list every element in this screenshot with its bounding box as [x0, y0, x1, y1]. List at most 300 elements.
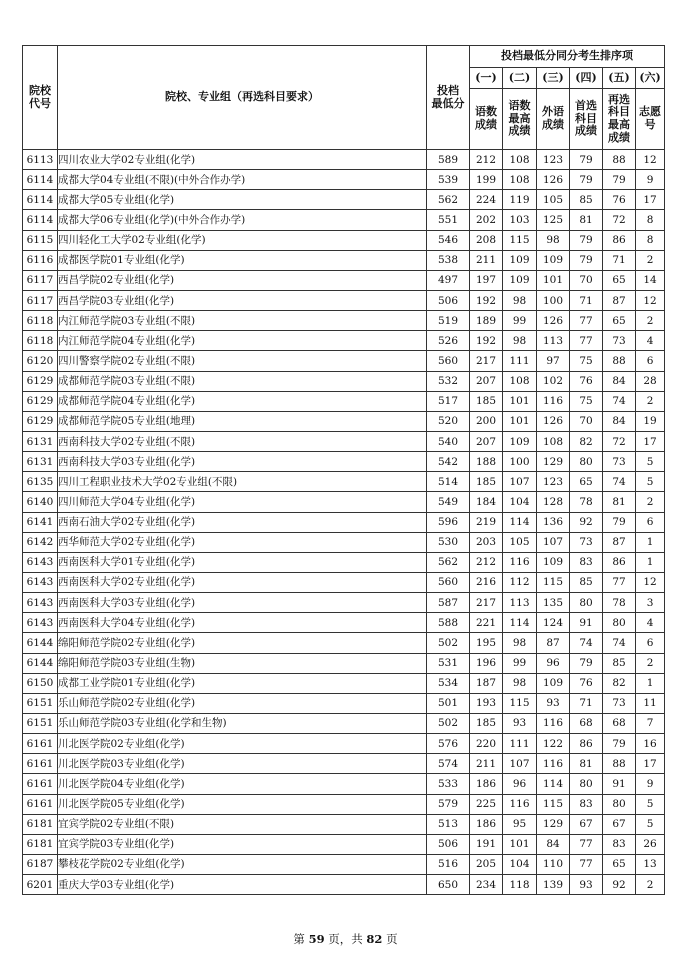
cell-code: 6141 — [23, 512, 58, 532]
cell-min-score: 533 — [427, 774, 470, 794]
cell-first-subject: 76 — [570, 371, 603, 391]
cell-chinese-math: 211 — [470, 250, 503, 270]
cell-preference-no: 17 — [636, 754, 665, 774]
cell-min-score: 546 — [427, 230, 470, 250]
cell-foreign-lang: 135 — [537, 593, 570, 613]
cell-second-subject-max: 84 — [603, 371, 636, 391]
cell-first-subject: 77 — [570, 854, 603, 874]
table-row — [23, 250, 665, 270]
cell-chinese-math: 224 — [470, 190, 503, 210]
cell-chinese-math-max: 116 — [503, 794, 537, 814]
cell-second-subject-max: 76 — [603, 190, 636, 210]
table-row — [23, 834, 665, 854]
cell-first-subject: 71 — [570, 290, 603, 310]
cell-foreign-lang: 98 — [537, 230, 570, 250]
cell-chinese-math: 197 — [470, 270, 503, 290]
table-row — [23, 613, 665, 633]
cell-code: 6114 — [23, 170, 58, 190]
cell-code: 6117 — [23, 270, 58, 290]
cell-foreign-lang: 116 — [537, 713, 570, 733]
cell-chinese-math-max: 113 — [503, 593, 537, 613]
cell-first-subject: 77 — [570, 331, 603, 351]
cell-first-subject: 75 — [570, 351, 603, 371]
cell-first-subject: 85 — [570, 572, 603, 592]
cell-chinese-math-max: 98 — [503, 633, 537, 653]
cell-preference-no: 1 — [636, 532, 665, 552]
cell-code: 6144 — [23, 653, 58, 673]
cell-min-score: 551 — [427, 210, 470, 230]
cell-second-subject-max: 82 — [603, 673, 636, 693]
cell-code: 6161 — [23, 774, 58, 794]
cell-first-subject: 65 — [570, 472, 603, 492]
cell-first-subject: 85 — [570, 190, 603, 210]
cell-second-subject-max: 74 — [603, 472, 636, 492]
cell-preference-no: 5 — [636, 794, 665, 814]
table-row — [23, 713, 665, 733]
cell-code: 6181 — [23, 834, 58, 854]
cell-first-subject: 80 — [570, 452, 603, 472]
cell-code: 6135 — [23, 472, 58, 492]
table-row — [23, 190, 665, 210]
cell-preference-no: 5 — [636, 452, 665, 472]
cell-second-subject-max: 79 — [603, 170, 636, 190]
cell-chinese-math-max: 109 — [503, 431, 537, 451]
cell-min-score: 574 — [427, 754, 470, 774]
col-header-min-score: 投档 最低分 — [427, 46, 470, 150]
cell-chinese-math-max: 114 — [503, 512, 537, 532]
cell-second-subject-max: 83 — [603, 834, 636, 854]
cell-chinese-math-max: 96 — [503, 774, 537, 794]
cell-name: 四川警察学院02专业组(不限) — [58, 351, 427, 371]
cell-code: 6114 — [23, 190, 58, 210]
cell-preference-no: 6 — [636, 351, 665, 371]
cell-min-score: 532 — [427, 371, 470, 391]
cell-chinese-math-max: 107 — [503, 754, 537, 774]
sub-index-6: (六) — [636, 68, 665, 89]
table-row — [23, 311, 665, 331]
table-body — [23, 150, 665, 895]
cell-chinese-math: 192 — [470, 290, 503, 310]
cell-second-subject-max: 88 — [603, 150, 636, 170]
table-row — [23, 814, 665, 834]
cell-name: 西南医科大学04专业组(化学) — [58, 613, 427, 633]
cell-chinese-math-max: 118 — [503, 875, 537, 895]
page-footer: 第 59 页，共 82 页 — [293, 932, 398, 946]
cell-code: 6120 — [23, 351, 58, 371]
cell-min-score: 526 — [427, 331, 470, 351]
cell-foreign-lang: 108 — [537, 431, 570, 451]
cell-min-score: 650 — [427, 875, 470, 895]
cell-foreign-lang: 123 — [537, 150, 570, 170]
cell-name: 乐山师范学院02专业组(化学) — [58, 693, 427, 713]
cell-chinese-math: 193 — [470, 693, 503, 713]
cell-min-score: 516 — [427, 854, 470, 874]
cell-chinese-math: 208 — [470, 230, 503, 250]
cell-second-subject-max: 77 — [603, 572, 636, 592]
cell-chinese-math: 185 — [470, 472, 503, 492]
cell-chinese-math-max: 107 — [503, 472, 537, 492]
cell-code: 6143 — [23, 572, 58, 592]
cell-chinese-math-max: 98 — [503, 673, 537, 693]
cell-first-subject: 77 — [570, 834, 603, 854]
cell-second-subject-max: 91 — [603, 774, 636, 794]
cell-code: 6117 — [23, 290, 58, 310]
cell-first-subject: 86 — [570, 734, 603, 754]
cell-name: 成都大学06专业组(化学)(中外合作办学) — [58, 210, 427, 230]
cell-foreign-lang: 128 — [537, 492, 570, 512]
cell-code: 6131 — [23, 452, 58, 472]
table-row — [23, 150, 665, 170]
cell-foreign-lang: 126 — [537, 411, 570, 431]
cell-name: 绵阳师范学院02专业组(化学) — [58, 633, 427, 653]
cell-min-score: 560 — [427, 572, 470, 592]
cell-name: 西南科技大学02专业组(不限) — [58, 431, 427, 451]
cell-preference-no: 2 — [636, 311, 665, 331]
cell-preference-no: 2 — [636, 653, 665, 673]
cell-preference-no: 1 — [636, 673, 665, 693]
table-row — [23, 633, 665, 653]
table-row — [23, 431, 665, 451]
cell-chinese-math-max: 104 — [503, 492, 537, 512]
cell-name: 西南科技大学03专业组(化学) — [58, 452, 427, 472]
cell-first-subject: 74 — [570, 633, 603, 653]
cell-name: 川北医学院02专业组(化学) — [58, 734, 427, 754]
table-row — [23, 653, 665, 673]
sub-label-1: 语数 成绩 — [470, 89, 503, 150]
cell-second-subject-max: 79 — [603, 512, 636, 532]
cell-code: 6129 — [23, 371, 58, 391]
cell-chinese-math: 186 — [470, 814, 503, 834]
cell-preference-no: 12 — [636, 290, 665, 310]
cell-chinese-math: 217 — [470, 351, 503, 371]
cell-first-subject: 81 — [570, 210, 603, 230]
sub-index-2: (二) — [503, 68, 537, 89]
cell-min-score: 562 — [427, 552, 470, 572]
cell-chinese-math-max: 101 — [503, 834, 537, 854]
cell-foreign-lang: 109 — [537, 673, 570, 693]
cell-preference-no: 16 — [636, 734, 665, 754]
cell-name: 西南医科大学02专业组(化学) — [58, 572, 427, 592]
cell-min-score: 588 — [427, 613, 470, 633]
cell-min-score: 513 — [427, 814, 470, 834]
cell-name: 川北医学院04专业组(化学) — [58, 774, 427, 794]
cell-foreign-lang: 110 — [537, 854, 570, 874]
table-row — [23, 411, 665, 431]
cell-second-subject-max: 80 — [603, 794, 636, 814]
table-row — [23, 472, 665, 492]
cell-name: 成都师范学院05专业组(地理) — [58, 411, 427, 431]
cell-min-score: 589 — [427, 150, 470, 170]
cell-code: 6129 — [23, 411, 58, 431]
col-header-code: 院校 代号 — [23, 46, 58, 150]
cell-code: 6143 — [23, 552, 58, 572]
cell-chinese-math-max: 98 — [503, 290, 537, 310]
cell-name: 四川工程职业技术大学02专业组(不限) — [58, 472, 427, 492]
cell-foreign-lang: 102 — [537, 371, 570, 391]
cell-preference-no: 12 — [636, 150, 665, 170]
cell-min-score: 576 — [427, 734, 470, 754]
cell-preference-no: 9 — [636, 774, 665, 794]
cell-chinese-math-max: 104 — [503, 854, 537, 874]
cell-first-subject: 77 — [570, 311, 603, 331]
cell-min-score: 502 — [427, 633, 470, 653]
cell-second-subject-max: 88 — [603, 351, 636, 371]
cell-chinese-math-max: 109 — [503, 270, 537, 290]
cell-foreign-lang: 123 — [537, 472, 570, 492]
admission-score-table — [22, 45, 665, 895]
cell-name: 内江师范学院04专业组(化学) — [58, 331, 427, 351]
cell-min-score: 549 — [427, 492, 470, 512]
cell-min-score: 506 — [427, 834, 470, 854]
cell-name: 四川农业大学02专业组(化学) — [58, 150, 427, 170]
cell-preference-no: 7 — [636, 713, 665, 733]
cell-first-subject: 79 — [570, 170, 603, 190]
cell-first-subject: 71 — [570, 693, 603, 713]
cell-chinese-math: 220 — [470, 734, 503, 754]
cell-foreign-lang: 129 — [537, 452, 570, 472]
cell-foreign-lang: 116 — [537, 754, 570, 774]
col-header-name: 院校、专业组（再选科目要求） — [58, 46, 427, 150]
table-row — [23, 673, 665, 693]
cell-chinese-math: 216 — [470, 572, 503, 592]
cell-first-subject: 79 — [570, 230, 603, 250]
cell-preference-no: 6 — [636, 633, 665, 653]
cell-chinese-math-max: 108 — [503, 150, 537, 170]
cell-first-subject: 78 — [570, 492, 603, 512]
cell-second-subject-max: 85 — [603, 653, 636, 673]
cell-chinese-math: 225 — [470, 794, 503, 814]
cell-chinese-math-max: 111 — [503, 734, 537, 754]
cell-min-score: 514 — [427, 472, 470, 492]
cell-foreign-lang: 84 — [537, 834, 570, 854]
cell-chinese-math-max: 108 — [503, 170, 537, 190]
cell-foreign-lang: 93 — [537, 693, 570, 713]
cell-foreign-lang: 109 — [537, 552, 570, 572]
cell-second-subject-max: 65 — [603, 270, 636, 290]
cell-second-subject-max: 65 — [603, 311, 636, 331]
cell-chinese-math: 203 — [470, 532, 503, 552]
cell-foreign-lang: 109 — [537, 250, 570, 270]
cell-first-subject: 73 — [570, 532, 603, 552]
cell-chinese-math-max: 115 — [503, 230, 537, 250]
cell-preference-no: 13 — [636, 854, 665, 874]
cell-min-score: 562 — [427, 190, 470, 210]
cell-preference-no: 2 — [636, 875, 665, 895]
table-row — [23, 693, 665, 713]
cell-name: 成都师范学院04专业组(化学) — [58, 391, 427, 411]
cell-chinese-math: 196 — [470, 653, 503, 673]
sub-label-5: 再选 科目 最高 成绩 — [603, 89, 636, 150]
cell-first-subject: 79 — [570, 150, 603, 170]
cell-name: 重庆大学03专业组(化学) — [58, 875, 427, 895]
cell-preference-no: 17 — [636, 431, 665, 451]
cell-chinese-math: 191 — [470, 834, 503, 854]
cell-chinese-math-max: 98 — [503, 331, 537, 351]
cell-chinese-math-max: 114 — [503, 613, 537, 633]
cell-name: 西昌学院02专业组(化学) — [58, 270, 427, 290]
cell-chinese-math-max: 100 — [503, 452, 537, 472]
cell-first-subject: 93 — [570, 875, 603, 895]
cell-second-subject-max: 84 — [603, 411, 636, 431]
cell-chinese-math-max: 99 — [503, 311, 537, 331]
cell-first-subject: 75 — [570, 391, 603, 411]
cell-foreign-lang: 87 — [537, 633, 570, 653]
cell-foreign-lang: 129 — [537, 814, 570, 834]
cell-name: 内江师范学院03专业组(不限) — [58, 311, 427, 331]
sub-index-1: (一) — [470, 68, 503, 89]
cell-chinese-math: 217 — [470, 593, 503, 613]
cell-first-subject: 68 — [570, 713, 603, 733]
sub-label-2: 语数 最高 成绩 — [503, 89, 537, 150]
cell-chinese-math: 207 — [470, 371, 503, 391]
table-row — [23, 351, 665, 371]
cell-foreign-lang: 97 — [537, 351, 570, 371]
cell-name: 攀枝花学院02专业组(化学) — [58, 854, 427, 874]
cell-min-score: 519 — [427, 311, 470, 331]
cell-name: 成都工业学院01专业组(化学) — [58, 673, 427, 693]
cell-name: 川北医学院03专业组(化学) — [58, 754, 427, 774]
cell-chinese-math: 212 — [470, 552, 503, 572]
cell-min-score: 502 — [427, 713, 470, 733]
cell-preference-no: 12 — [636, 572, 665, 592]
table-row — [23, 170, 665, 190]
cell-preference-no: 2 — [636, 250, 665, 270]
cell-preference-no: 3 — [636, 593, 665, 613]
cell-chinese-math: 211 — [470, 754, 503, 774]
cell-second-subject-max: 79 — [603, 734, 636, 754]
cell-chinese-math: 202 — [470, 210, 503, 230]
cell-code: 6113 — [23, 150, 58, 170]
cell-code: 6118 — [23, 331, 58, 351]
table-row — [23, 875, 665, 895]
cell-second-subject-max: 74 — [603, 391, 636, 411]
cell-first-subject: 70 — [570, 411, 603, 431]
cell-foreign-lang: 114 — [537, 774, 570, 794]
cell-chinese-math-max: 105 — [503, 532, 537, 552]
current-page: 59 — [308, 932, 325, 946]
cell-code: 6116 — [23, 250, 58, 270]
cell-code: 6118 — [23, 311, 58, 331]
cell-second-subject-max: 88 — [603, 754, 636, 774]
cell-name: 宜宾学院02专业组(不限) — [58, 814, 427, 834]
cell-name: 乐山师范学院03专业组(化学和生物) — [58, 713, 427, 733]
cell-name: 四川师范大学04专业组(化学) — [58, 492, 427, 512]
table-row — [23, 290, 665, 310]
cell-preference-no: 19 — [636, 411, 665, 431]
cell-first-subject: 83 — [570, 794, 603, 814]
cell-code: 6143 — [23, 593, 58, 613]
cell-second-subject-max: 86 — [603, 230, 636, 250]
cell-second-subject-max: 67 — [603, 814, 636, 834]
cell-min-score: 497 — [427, 270, 470, 290]
table-row — [23, 371, 665, 391]
cell-code: 6187 — [23, 854, 58, 874]
cell-chinese-math: 205 — [470, 854, 503, 874]
cell-min-score: 579 — [427, 794, 470, 814]
cell-min-score: 540 — [427, 431, 470, 451]
cell-foreign-lang: 115 — [537, 572, 570, 592]
cell-code: 6201 — [23, 875, 58, 895]
cell-second-subject-max: 72 — [603, 210, 636, 230]
cell-chinese-math-max: 99 — [503, 653, 537, 673]
cell-preference-no: 28 — [636, 371, 665, 391]
cell-code: 6150 — [23, 673, 58, 693]
cell-foreign-lang: 100 — [537, 290, 570, 310]
cell-min-score: 542 — [427, 452, 470, 472]
table-row — [23, 452, 665, 472]
cell-chinese-math: 221 — [470, 613, 503, 633]
cell-name: 西华师范大学02专业组(化学) — [58, 532, 427, 552]
sub-index-3: (三) — [537, 68, 570, 89]
cell-second-subject-max: 65 — [603, 854, 636, 874]
cell-name: 西南医科大学01专业组(化学) — [58, 552, 427, 572]
cell-name: 西南石油大学02专业组(化学) — [58, 512, 427, 532]
cell-chinese-math: 195 — [470, 633, 503, 653]
cell-chinese-math: 207 — [470, 431, 503, 451]
cell-code: 6161 — [23, 754, 58, 774]
cell-foreign-lang: 126 — [537, 311, 570, 331]
cell-preference-no: 2 — [636, 391, 665, 411]
cell-name: 成都师范学院03专业组(不限) — [58, 371, 427, 391]
cell-chinese-math: 200 — [470, 411, 503, 431]
cell-min-score: 534 — [427, 673, 470, 693]
cell-preference-no: 26 — [636, 834, 665, 854]
cell-foreign-lang: 116 — [537, 391, 570, 411]
cell-preference-no: 11 — [636, 693, 665, 713]
cell-chinese-math-max: 93 — [503, 713, 537, 733]
cell-first-subject: 70 — [570, 270, 603, 290]
cell-foreign-lang: 139 — [537, 875, 570, 895]
cell-second-subject-max: 87 — [603, 532, 636, 552]
cell-foreign-lang: 105 — [537, 190, 570, 210]
cell-foreign-lang: 122 — [537, 734, 570, 754]
cell-chinese-math-max: 111 — [503, 351, 537, 371]
cell-name: 成都大学04专业组(不限)(中外合作办学) — [58, 170, 427, 190]
cell-code: 6129 — [23, 391, 58, 411]
table-row — [23, 230, 665, 250]
cell-chinese-math: 234 — [470, 875, 503, 895]
table-row — [23, 331, 665, 351]
cell-chinese-math-max: 116 — [503, 552, 537, 572]
cell-first-subject: 76 — [570, 673, 603, 693]
table-row — [23, 572, 665, 592]
table-row — [23, 532, 665, 552]
cell-min-score: 506 — [427, 290, 470, 310]
cell-first-subject: 82 — [570, 431, 603, 451]
cell-preference-no: 17 — [636, 190, 665, 210]
cell-chinese-math: 192 — [470, 331, 503, 351]
table-row — [23, 210, 665, 230]
cell-chinese-math-max: 95 — [503, 814, 537, 834]
cell-chinese-math-max: 115 — [503, 693, 537, 713]
cell-chinese-math: 219 — [470, 512, 503, 532]
cell-chinese-math: 185 — [470, 713, 503, 733]
cell-preference-no: 8 — [636, 210, 665, 230]
cell-name: 西南医科大学03专业组(化学) — [58, 593, 427, 613]
sub-index-5: (五) — [603, 68, 636, 89]
cell-code: 6142 — [23, 532, 58, 552]
cell-second-subject-max: 81 — [603, 492, 636, 512]
table-row — [23, 552, 665, 572]
cell-first-subject: 80 — [570, 774, 603, 794]
cell-min-score: 587 — [427, 593, 470, 613]
cell-second-subject-max: 71 — [603, 250, 636, 270]
cell-name: 川北医学院05专业组(化学) — [58, 794, 427, 814]
cell-first-subject: 83 — [570, 552, 603, 572]
cell-name: 成都大学05专业组(化学) — [58, 190, 427, 210]
cell-first-subject: 79 — [570, 653, 603, 673]
sub-label-3: 外语 成绩 — [537, 89, 570, 150]
